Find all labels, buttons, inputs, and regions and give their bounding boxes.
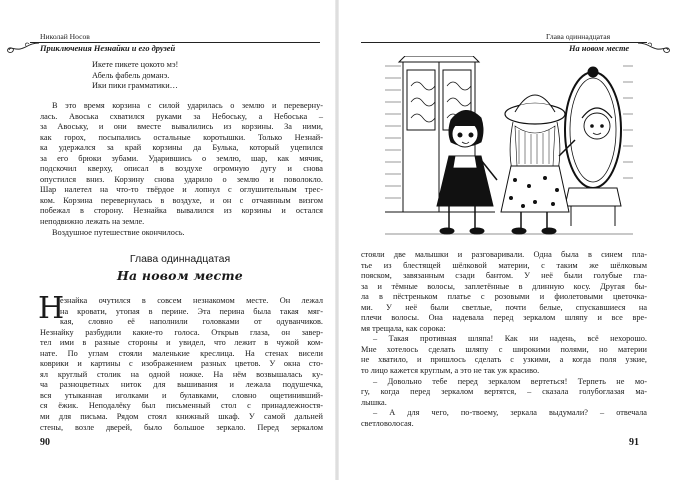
paragraph-two-girls	[361, 250, 647, 429]
text-line: ся ёжик. Неподалёку был письменный стол с принадлежностя-	[40, 401, 323, 411]
text-line: В это время корзина с силой ударилась о землю и переверну-	[52, 101, 323, 110]
text-line: ял круглый столик на одной ножке. На нём возвышалась ку-	[40, 369, 323, 379]
chapter-number: Глава одиннадцатая	[129, 253, 231, 265]
text-line: не хватило, и пришлось сделать с узкими, а когда поля узкие,	[361, 355, 647, 365]
text-line: – Такая противная шляпа! Как ни надень, всё нехорошо.	[373, 334, 647, 344]
header-book-title: Приключения Незнайки и его друзей	[40, 44, 176, 53]
text-line: светловолосая.	[361, 418, 414, 428]
text-line: ком. Корзина перевернулась в воздухе, и он с отчаянным визгом	[40, 195, 323, 205]
paragraph-new-place	[38, 291, 323, 433]
text-line: стены, возле дверей, было большое зеркало. Перед зеркалом	[40, 422, 323, 432]
page-number: 91	[629, 437, 639, 448]
text-line: стояли две малышки и разговаривали. Одна была в синем пла-	[361, 250, 647, 259]
text-line: тел ими в разные стороны и увидел, что лежит в чужой ком-	[40, 338, 323, 348]
text-line: – Довольно тебе перед зеркалом вертеться! Терпеть не мо-	[373, 376, 647, 386]
text-line: то лицо кажется круглым, а это не так уж красиво.	[361, 366, 540, 376]
poem-line: Икете пикете цокото мэ!	[92, 60, 179, 69]
header-chapter: Глава одиннадцатая	[546, 32, 611, 41]
header-chapter-title: На новом месте	[569, 44, 630, 53]
text-line: за его брюки зубами. Ударившись о землю, шар, как мячик,	[40, 153, 323, 163]
text-line: Мне хотелось сделать шляпу с широкими полями, но материи	[361, 344, 647, 354]
text-line: пояском, завязанным сзади бантом. У неё были голубые гла-	[361, 271, 647, 281]
text-line: ча разноцветных ниток для вышивания и лежала подушечка,	[40, 380, 323, 390]
text-line: вся утыканная иголками и булавками, словно ощетинивший-	[40, 390, 323, 400]
text-line: гу, когда перед зеркалом вертятся, – сказала голубоглазая ма-	[361, 387, 647, 397]
text-line: кая, словно её наполнили головками от одуванчиков.	[60, 317, 323, 327]
text-line: лышка.	[361, 397, 387, 407]
header-rule	[30, 42, 320, 43]
text-line: подскочил кверху, описал в воздухе огромную дугу и снова	[40, 164, 323, 174]
text-line: как горох, посыпались остальные коротышки. Только Незнай-	[40, 132, 323, 142]
text-line: опустился вниз. Корзину снова ударило о землю и поволокло.	[40, 174, 323, 184]
text-line: лась. Авоська схватился руками за Небоську, а Небоська –	[40, 111, 323, 121]
page-number: 90	[40, 437, 50, 448]
paragraph-balloon-landing	[40, 101, 323, 238]
chapter-title: На новом месте	[117, 268, 243, 283]
text-line: на кровати, утопая в перине. Эта перина была такая мяг-	[60, 306, 323, 316]
poem-block	[92, 60, 178, 92]
right-page	[337, 0, 674, 480]
text-line: нате. По углам стояли маленькие креслица. На стенах висели	[40, 348, 323, 358]
poem-line: Ики пики грамматики…	[92, 81, 178, 91]
text-line: мя трещала, как сорока:	[361, 323, 446, 333]
header-rule	[361, 42, 647, 43]
text-line: плечи волосы. Она надевала перед зеркалом шляпу и все вре-	[361, 313, 647, 323]
text-line: Воздушное путешествие окончилось.	[52, 227, 185, 237]
poem-line: Абель фабель доманэ.	[92, 70, 170, 80]
text-line: побежал в сторону. Незнайка вывалился из корзины и остался	[40, 206, 323, 216]
text-line: – А для чего, по-твоему, зеркала выдумали? – отвечала	[373, 408, 647, 418]
text-line: Незнайку разбудили какие-то голоса. Открыв глаза, он завер-	[40, 327, 323, 337]
text-line: езнайка очутился в совсем незнакомом месте. Он лежал	[60, 296, 323, 305]
illustration-girls-at-mirror	[385, 56, 633, 242]
text-line: ми. У неё были светлые, почти белые, спускавшиеся на	[361, 302, 647, 312]
text-line: ка удержался за край корзины да Булька, который уцепился	[40, 143, 323, 153]
text-line: тье из блестящей шёлковой материи, с таким же шёлковым	[361, 260, 647, 270]
text-line: за и тёмные волосы, заплетённые в длинную косу. Другая бы-	[361, 281, 647, 291]
header-flourish-icon	[6, 42, 40, 56]
header-author: Николай Носов	[40, 32, 90, 41]
text-line: за Авоську, и они вместе вывалились из корзины. За ними,	[40, 122, 323, 132]
header-flourish-icon	[637, 42, 671, 56]
text-line: Шар налетел на что-то твёрдое и лопнул с оглушительным трес-	[40, 185, 323, 195]
text-line: ми для письма. Рядом стоял книжный шкаф. У самой дальней	[40, 412, 323, 422]
text-line: неподвижно лежать на земле.	[40, 217, 145, 227]
drop-cap: Н	[38, 291, 65, 326]
text-line: ла в пёстреньком платье с розовыми и фиолетовыми цветочка-	[361, 292, 647, 302]
text-line: коврики и картины с изображением разных цветов. У окна сто-	[40, 359, 323, 369]
